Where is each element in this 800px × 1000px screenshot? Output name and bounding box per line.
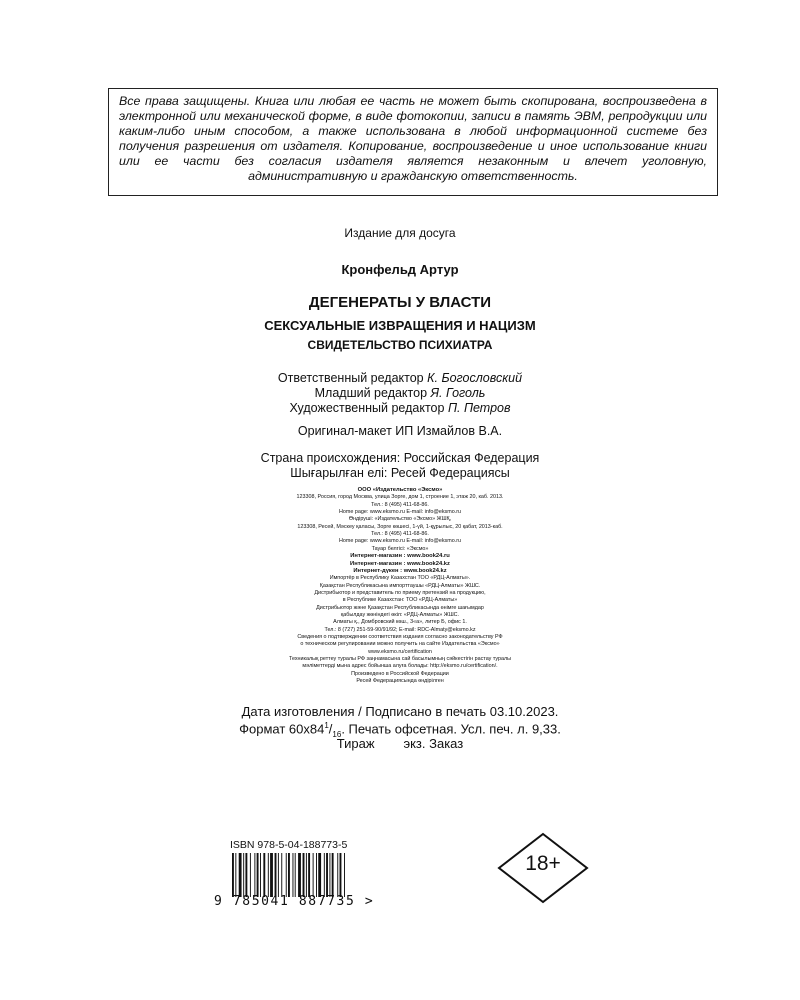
- fine-print-line: Тел.: 8 (495) 411-68-86.: [371, 531, 429, 538]
- fine-print-line: қабылдау жөніндегі өкіл: «РДЦ-Алматы» ЖШС.: [340, 611, 460, 618]
- fine-print-line: Home page: www.eksmo.ru E-mail: info@eksmo.ru: [338, 538, 461, 545]
- format-sub: 16: [332, 729, 342, 739]
- isbn-label: ISBN 978-5-04-188773-5: [230, 839, 348, 851]
- fine-print-line: Ресей Федерациясында өндірілген: [356, 678, 444, 685]
- fine-print-line: 123308, Ресей, Мәскеу қаласы, Зорге көшесі, 1-үй, 1-құрылыс, 20 қабат, 2013-каб.: [297, 523, 503, 530]
- layout-credit: Оригинал-макет ИП Измайлов В.А.: [297, 424, 503, 438]
- fine-print-line: Өндіруші: «Издательство «Эксмо» ЖШҚ,: [348, 516, 452, 523]
- imprint-format: Формат $60x84^1/_{16}$. Печать офсетная. Усл. печ. л. 9,33.: [239, 721, 561, 739]
- imprint-circulation: Тираж экз. Заказ: [336, 736, 464, 751]
- fine-print-line: Импортёр в Республику Казахстан ТОО «РДЦ-Алматы».: [329, 575, 471, 582]
- fine-print-line: мәліметтерді мына адрес бойынша алуға болады: http://eksmo.ru/certification/.: [302, 663, 498, 670]
- fine-print-line: Алматы қ., Домбровский көш., 3«а», литер Б, офис 1.: [333, 619, 467, 626]
- author-name: Кронфельд Артур: [341, 262, 459, 277]
- fine-print-line: Произведено в Российской Федерации: [351, 670, 449, 677]
- rights-notice-text: Все права защищены. Книга или любая ее часть не может быть скопирована, воспроизведена в электронной или механической форме, в виде фотокопии, записи в память ЭВМ, репродукции или каким-либо иным способом, а также использована в любой информационной системе без получения разрешения от издателя. Копирование, воспроизведение и иное использование книги или ее части без согласия издателя является незаконным и влечет уголовную, административную и гражданскую ответственность.: [119, 94, 707, 183]
- credit-role: Художественный редактор: [289, 401, 445, 415]
- credit-role: Ответственный редактор: [277, 371, 424, 385]
- fine-print-line: Тел.: 8 (495) 411-68-86.: [371, 501, 429, 508]
- fine-print-line: Интернет-магазин : www.book24.ru: [350, 553, 450, 560]
- barcode-digits: 9 785041 887735 >: [214, 894, 375, 909]
- country-of-origin-kz: Шығарылған елі: Ресей Федерациясы: [290, 466, 510, 480]
- book-subtitle: СЕКСУАЛЬНЫЕ ИЗВРАЩЕНИЯ И НАЦИЗМ: [264, 318, 536, 333]
- country-of-origin-ru: Страна происхождения: Российская Федерация: [260, 451, 540, 465]
- book-title: ДЕГЕНЕРАТЫ У ВЛАСТИ: [308, 294, 492, 311]
- credit-art-editor: [0, 401, 800, 415]
- fine-print-line: Техникалық реттеу туралы РФ заңнамасына сай басылымның сәйкестігін растау туралы: [288, 656, 512, 663]
- fine-print-line: 123308, Россия, город Москва, улица Зорге, дом 1, строение 1, этаж 20, каб. 2013.: [296, 494, 504, 501]
- fine-print-line: в Республике Казахстан: ТОО «РДЦ-Алматы»: [342, 597, 458, 604]
- credit-person: Я. Гоголь: [430, 386, 486, 400]
- fine-print-line: Қазақстан Республикасына импорттаушы «РДЦ-Алматы» ЖШС.: [319, 582, 481, 589]
- rights-notice-box: [108, 88, 718, 196]
- credit-responsible-editor: [0, 371, 800, 385]
- imprint-date: Дата изготовления / Подписано в печать 03.10.2023.: [241, 704, 559, 719]
- credit-person: П. Петров: [447, 401, 511, 415]
- fine-print-line: Дистрибьютор және Қазақстан Республикасында өнімге шағымдар: [316, 604, 484, 611]
- fine-print-line: Тауар белгісі: «Эксмо»: [371, 545, 429, 552]
- format-prefix: Формат 60x84: [239, 721, 325, 737]
- fine-print-line: ООО «Издательство «Эксмо»: [357, 487, 443, 493]
- fine-print-line: www.eksmo.ru/certification: [368, 648, 432, 655]
- age-rating: 18+: [525, 852, 561, 875]
- fine-print-line: Интернет-магазин : www.book24.kz: [350, 560, 450, 567]
- edition-type: Издание для досуга: [344, 226, 456, 240]
- fine-print-line: Дистрибьютор и представитель по приему претензий на продукцию,: [314, 589, 486, 596]
- fine-print-line: Тел.: 8 (727) 251-59-90/91/92; E-mail: RDC-Almaty@eksmo.kz: [324, 626, 476, 633]
- format-suffix: . Печать офсетная. Усл. печ. л. 9,33.: [341, 721, 561, 737]
- credit-person: К. Богословский: [427, 371, 523, 385]
- fine-print-line: Интернет-дүкен : www.book24.kz: [353, 567, 447, 574]
- fine-print-line: Сведения о подтверждении соответствия издания согласно законодательству РФ: [297, 634, 503, 640]
- isbn-barcode-icon: [230, 853, 380, 897]
- credit-junior-editor: [0, 386, 800, 400]
- fine-print-line: о техническом регулировании можно получить на сайте Издательства «Эксмо»: [300, 641, 500, 648]
- credit-role: Младший редактор: [314, 386, 428, 400]
- format-sup: 1: [324, 721, 329, 730]
- book-subtitle-2: СВИДЕТЕЛЬСТВО ПСИХИАТРА: [307, 338, 493, 352]
- fine-print-line: Home page: www.eksmo.ru E-mail: info@eksmo.ru: [338, 509, 461, 516]
